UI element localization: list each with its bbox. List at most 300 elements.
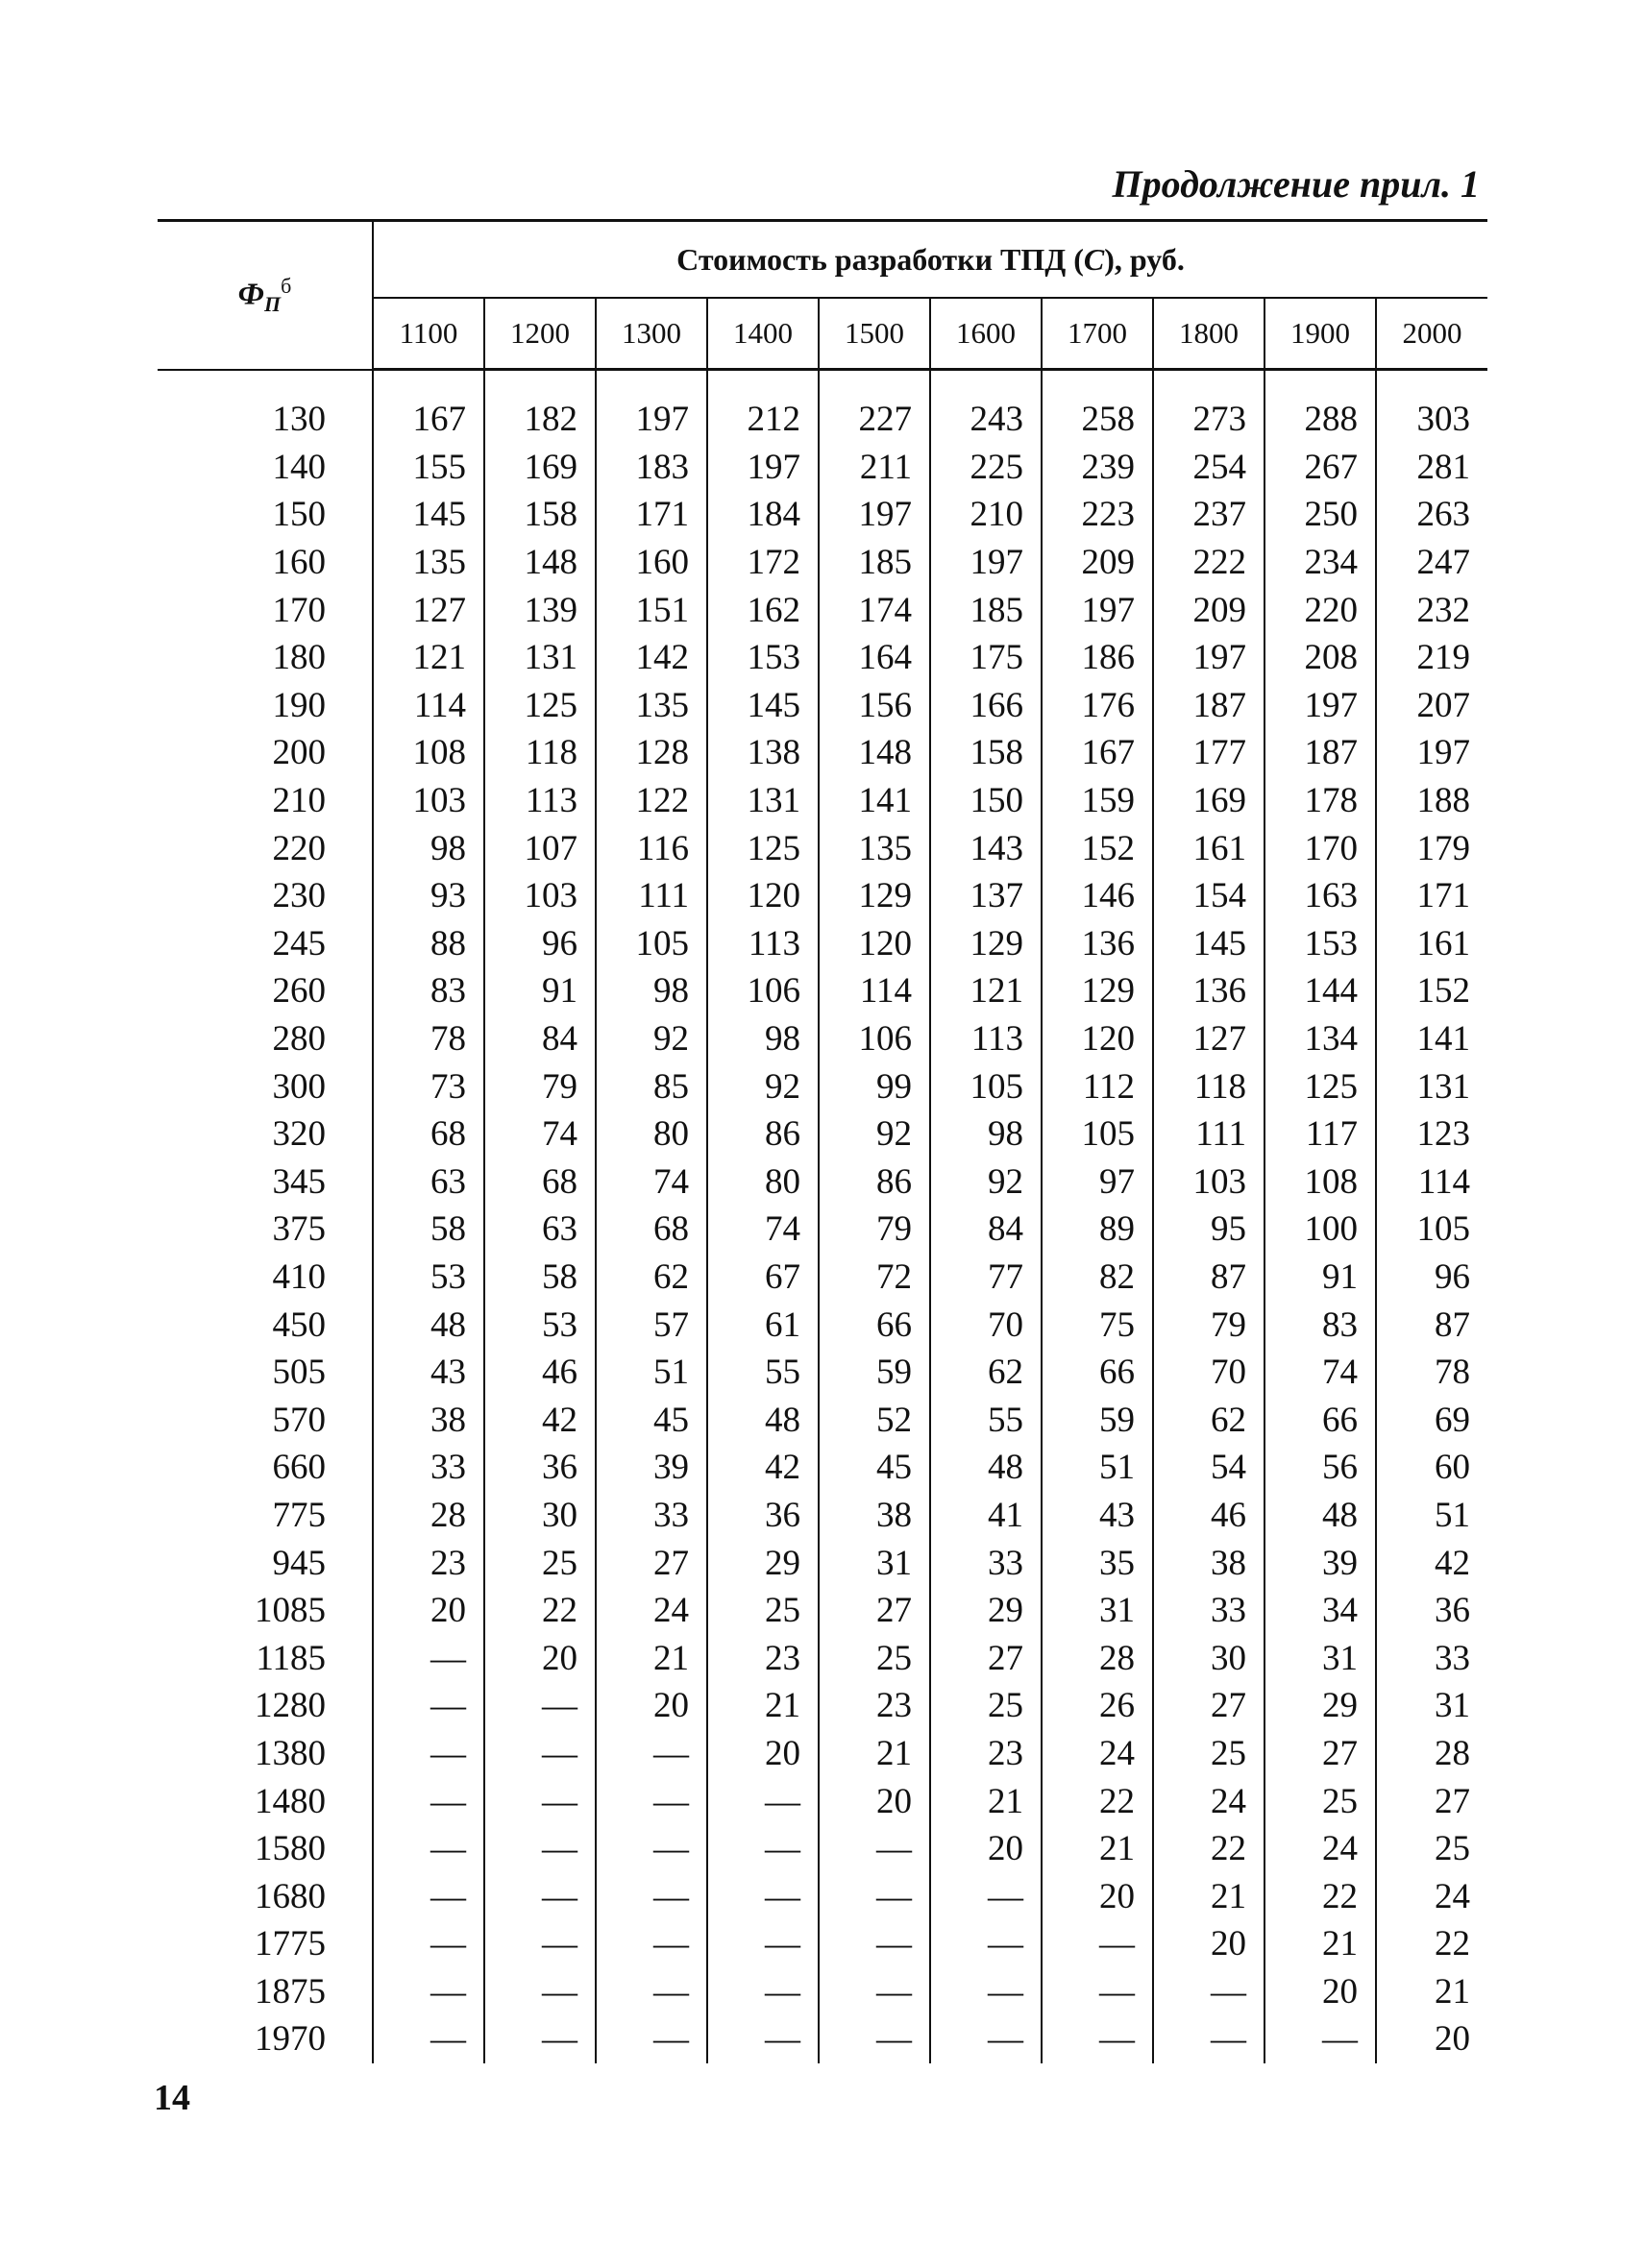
table-cell: 156 (819, 682, 930, 730)
table-cell: 145 (373, 491, 484, 539)
table-cell: 34 (1264, 1587, 1376, 1635)
table-cell: 73 (373, 1062, 484, 1110)
table-row (158, 1206, 1487, 1254)
table-cell: 33 (930, 1539, 1042, 1587)
table-cell: 61 (707, 1301, 819, 1349)
table-cell: 28 (1042, 1634, 1153, 1682)
table-cell: — (373, 1634, 484, 1682)
table-cell: 68 (596, 1206, 707, 1254)
table-cell: 106 (707, 967, 819, 1015)
table-row (158, 1396, 1487, 1444)
table-cell: 82 (1042, 1254, 1153, 1302)
table-cell: 31 (1264, 1634, 1376, 1682)
table-cell: 219 (1376, 634, 1487, 682)
table-cell: 63 (484, 1206, 596, 1254)
table-cell: — (1042, 1968, 1153, 2016)
table-row (158, 1015, 1487, 1063)
table-cell: 30 (1153, 1634, 1264, 1682)
table-cell: 25 (484, 1539, 596, 1587)
table-cell: 227 (819, 370, 930, 444)
table-cell: 208 (1264, 634, 1376, 682)
table-cell: 24 (596, 1587, 707, 1635)
table-cell: 113 (484, 777, 596, 825)
row-header-superscript: б (281, 273, 292, 298)
table-cell: — (373, 2015, 484, 2063)
table-cell: 59 (1042, 1396, 1153, 1444)
table-cell: 105 (930, 1062, 1042, 1110)
row-label: 200 (272, 733, 326, 773)
cost-title-prefix: Стоимость разработки ТПД ( (676, 241, 1084, 277)
row-label: 660 (272, 1448, 326, 1488)
table-cell: 33 (1153, 1587, 1264, 1635)
table-cell: 78 (1376, 1349, 1487, 1397)
table-cell: 117 (1264, 1110, 1376, 1158)
table-cell: 43 (1042, 1492, 1153, 1540)
table-cell: 131 (484, 634, 596, 682)
table-cell: 51 (596, 1349, 707, 1397)
row-label: 775 (272, 1495, 326, 1535)
table-cell: 27 (1376, 1777, 1487, 1825)
table-row (158, 1254, 1487, 1302)
table-cell: 225 (930, 444, 1042, 492)
table-cell: — (707, 1872, 819, 1920)
table-cell: 234 (1264, 539, 1376, 587)
table-cell: — (373, 1777, 484, 1825)
table-cell: 48 (1264, 1492, 1376, 1540)
table-cell: — (819, 1920, 930, 1968)
table-row (158, 370, 1487, 444)
table-cell: 74 (1264, 1349, 1376, 1397)
table-cell: 20 (1153, 1920, 1264, 1968)
table-cell: 66 (1042, 1349, 1153, 1397)
table-cell: 187 (1153, 682, 1264, 730)
row-label: 245 (272, 923, 326, 963)
row-label: 1480 (255, 1781, 326, 1821)
column-header: 1500 (819, 298, 930, 370)
table-cell: 27 (930, 1634, 1042, 1682)
table-cell: 96 (1376, 1254, 1487, 1302)
table-cell: 97 (1042, 1158, 1153, 1207)
table-cell: 45 (819, 1444, 930, 1492)
table-cell: 155 (373, 444, 484, 492)
table-cell: 92 (930, 1158, 1042, 1207)
table-cell: 137 (930, 872, 1042, 920)
table-cell: 51 (1376, 1492, 1487, 1540)
table-cell: 57 (596, 1301, 707, 1349)
table-cell: 220 (1264, 586, 1376, 634)
table-cell: 151 (596, 586, 707, 634)
table-cell: 31 (1376, 1682, 1487, 1730)
table-cell: 21 (819, 1730, 930, 1778)
table-cell: 114 (1376, 1158, 1487, 1207)
table-row (158, 1730, 1487, 1778)
column-header: 1900 (1264, 298, 1376, 370)
table-cell: 33 (596, 1492, 707, 1540)
table-cell: — (930, 2015, 1042, 2063)
table-cell: 100 (1264, 1206, 1376, 1254)
table-cell: 120 (819, 920, 930, 968)
table-cell: 263 (1376, 491, 1487, 539)
table-cell: 23 (819, 1682, 930, 1730)
table-cell: 209 (1042, 539, 1153, 587)
table-cell: 211 (819, 444, 930, 492)
table-cell: 197 (1042, 586, 1153, 634)
table-cell: 167 (1042, 729, 1153, 777)
table-cell: 20 (819, 1777, 930, 1825)
table-cell: 237 (1153, 491, 1264, 539)
table-cell: 21 (1153, 1872, 1264, 1920)
table-cell: 62 (1153, 1396, 1264, 1444)
table-cell: 21 (1264, 1920, 1376, 1968)
table-cell: — (373, 1920, 484, 1968)
table-cell: 42 (1376, 1539, 1487, 1587)
table-cell: 88 (373, 920, 484, 968)
table-cell: 91 (484, 967, 596, 1015)
table-cell: — (596, 2015, 707, 2063)
table-row (158, 634, 1487, 682)
table-cell: 33 (373, 1444, 484, 1492)
row-header (158, 221, 373, 370)
table-cell: 128 (596, 729, 707, 777)
table-cell: 38 (819, 1492, 930, 1540)
table-cell: 144 (1264, 967, 1376, 1015)
table-cell: 55 (707, 1349, 819, 1397)
row-label: 260 (272, 971, 326, 1012)
table-cell: 23 (930, 1730, 1042, 1778)
table-cell: 24 (1264, 1825, 1376, 1873)
table-cell: 123 (1376, 1110, 1487, 1158)
row-label: 210 (272, 781, 326, 821)
table-cell: — (819, 1968, 930, 2016)
table-row (158, 1968, 1487, 2016)
table-cell: 27 (1153, 1682, 1264, 1730)
row-label: 230 (272, 876, 326, 916)
table-cell: — (596, 1777, 707, 1825)
table-cell: 38 (1153, 1539, 1264, 1587)
table-cell: — (596, 1730, 707, 1778)
table-cell: 154 (1153, 872, 1264, 920)
table-cell: 62 (930, 1349, 1042, 1397)
table-cell: 20 (1376, 2015, 1487, 2063)
table-cell: 258 (1042, 370, 1153, 444)
table-cell: 143 (930, 824, 1042, 872)
table-cell: 267 (1264, 444, 1376, 492)
table-cell: 141 (819, 777, 930, 825)
table-row (158, 1158, 1487, 1207)
table-cell: 125 (1264, 1062, 1376, 1110)
table-cell: 281 (1376, 444, 1487, 492)
row-label: 1185 (256, 1638, 326, 1678)
table-cell: 21 (1042, 1825, 1153, 1873)
table-cell: 159 (1042, 777, 1153, 825)
continuation-note: Продолжение прил. 1 (1112, 162, 1480, 206)
table-cell: 125 (707, 824, 819, 872)
table-cell: 187 (1264, 729, 1376, 777)
table-cell: 114 (373, 682, 484, 730)
table-cell: 107 (484, 824, 596, 872)
table-cell: 31 (819, 1539, 930, 1587)
table-cell: — (373, 1730, 484, 1778)
table-cell: 56 (1264, 1444, 1376, 1492)
table-cell: 105 (596, 920, 707, 968)
table-row (158, 729, 1487, 777)
table-cell: — (1042, 1920, 1153, 1968)
table-cell: 22 (1264, 1872, 1376, 1920)
table-cell: 86 (707, 1110, 819, 1158)
table-cell: 39 (1264, 1539, 1376, 1587)
table-cell: 105 (1042, 1110, 1153, 1158)
table-cell: 42 (707, 1444, 819, 1492)
table-cell: 183 (596, 444, 707, 492)
table-cell: 20 (484, 1634, 596, 1682)
table-cell: 222 (1153, 539, 1264, 587)
table-cell: 23 (707, 1634, 819, 1682)
table-cell: 166 (930, 682, 1042, 730)
table-cell: — (484, 1920, 596, 1968)
table-cell: — (1153, 2015, 1264, 2063)
row-label: 1875 (255, 1971, 326, 2012)
table-cell: 103 (484, 872, 596, 920)
table-cell: 21 (596, 1634, 707, 1682)
table-cell: 62 (596, 1254, 707, 1302)
table-cell: 239 (1042, 444, 1153, 492)
table-row (158, 1539, 1487, 1587)
column-header: 1300 (596, 298, 707, 370)
table-cell: 153 (707, 634, 819, 682)
table-cell: 141 (1376, 1015, 1487, 1063)
table-cell: 127 (373, 586, 484, 634)
table-cell: 150 (930, 777, 1042, 825)
table-body (158, 370, 1487, 2063)
table-cell: — (484, 1872, 596, 1920)
table-cell: 22 (1042, 1777, 1153, 1825)
table-cell: 21 (707, 1682, 819, 1730)
table-cell: 139 (484, 586, 596, 634)
table-cell: 162 (707, 586, 819, 634)
table-cell: 25 (1153, 1730, 1264, 1778)
table-row (158, 1825, 1487, 1873)
table-cell: 91 (1264, 1254, 1376, 1302)
table-cell: 79 (819, 1206, 930, 1254)
table-cell: 66 (1264, 1396, 1376, 1444)
table-cell: 22 (1153, 1825, 1264, 1873)
table-row (158, 824, 1487, 872)
table-cell: 63 (373, 1158, 484, 1207)
table-cell: 59 (819, 1349, 930, 1397)
table-cell: 75 (1042, 1301, 1153, 1349)
table-cell: — (596, 1920, 707, 1968)
table-cell: — (373, 1968, 484, 2016)
table-cell: 152 (1376, 967, 1487, 1015)
table-cell: — (596, 1825, 707, 1873)
table-cell: 103 (1153, 1158, 1264, 1207)
table-cell: 98 (373, 824, 484, 872)
table-cell: — (819, 1825, 930, 1873)
table-cell: 20 (707, 1730, 819, 1778)
table-cell: 161 (1376, 920, 1487, 968)
table-cell: 74 (596, 1158, 707, 1207)
table-cell: 212 (707, 370, 819, 444)
table-row (158, 682, 1487, 730)
table-cell: 103 (373, 777, 484, 825)
row-label: 1680 (255, 1876, 326, 1916)
table-cell: 20 (930, 1825, 1042, 1873)
table-cell: 67 (707, 1254, 819, 1302)
table-cell: 161 (1153, 824, 1264, 872)
table-cell: 98 (596, 967, 707, 1015)
table-cell: 223 (1042, 491, 1153, 539)
table-cell: 121 (930, 967, 1042, 1015)
table-cell: 21 (930, 1777, 1042, 1825)
table-cell: 46 (484, 1349, 596, 1397)
table-cell: 83 (373, 967, 484, 1015)
cost-title (373, 221, 1487, 299)
row-label: 300 (272, 1066, 326, 1107)
table-cell: 160 (596, 539, 707, 587)
table-cell: 99 (819, 1062, 930, 1110)
row-label: 160 (272, 543, 326, 583)
table-cell: 92 (596, 1015, 707, 1063)
table-cell: 153 (1264, 920, 1376, 968)
table-row (158, 2015, 1487, 2063)
row-label: 505 (272, 1353, 326, 1393)
table-cell: — (819, 1872, 930, 1920)
table-cell: — (707, 1777, 819, 1825)
table-cell: 95 (1153, 1206, 1264, 1254)
table-cell: 74 (707, 1206, 819, 1254)
table-cell: — (484, 1968, 596, 2016)
table-cell: — (484, 1730, 596, 1778)
table-cell: 72 (819, 1254, 930, 1302)
table-cell: 169 (484, 444, 596, 492)
table-cell: 52 (819, 1396, 930, 1444)
table-cell: 247 (1376, 539, 1487, 587)
table-cell: 142 (596, 634, 707, 682)
table-cell: 30 (484, 1492, 596, 1540)
table-cell: — (484, 2015, 596, 2063)
row-label: 1970 (255, 2019, 326, 2060)
table-row (158, 1301, 1487, 1349)
table-cell: 39 (596, 1444, 707, 1492)
table-cell: 26 (1042, 1682, 1153, 1730)
table-cell: 89 (1042, 1206, 1153, 1254)
table-cell: 41 (930, 1492, 1042, 1540)
table-cell: 66 (819, 1301, 930, 1349)
table-row (158, 920, 1487, 968)
table-cell: 85 (596, 1062, 707, 1110)
table-cell: 120 (707, 872, 819, 920)
table-cell: 186 (1042, 634, 1153, 682)
table-cell: 74 (484, 1110, 596, 1158)
table-row (158, 1777, 1487, 1825)
table-cell: 116 (596, 824, 707, 872)
table-cell: 27 (1264, 1730, 1376, 1778)
table-cell: 121 (373, 634, 484, 682)
table-cell: 243 (930, 370, 1042, 444)
table-row (158, 1587, 1487, 1635)
table-cell: — (1042, 2015, 1153, 2063)
table-cell: 87 (1153, 1254, 1264, 1302)
table-cell: 135 (596, 682, 707, 730)
table-cell: 24 (1376, 1872, 1487, 1920)
table-cell: 188 (1376, 777, 1487, 825)
table-cell: 31 (1042, 1587, 1153, 1635)
table-cell: 136 (1153, 967, 1264, 1015)
table-row (158, 1492, 1487, 1540)
table-cell: 77 (930, 1254, 1042, 1302)
row-label: 190 (272, 685, 326, 725)
row-label: 130 (272, 400, 326, 440)
table-row (158, 444, 1487, 492)
column-header: 1700 (1042, 298, 1153, 370)
table-cell: 174 (819, 586, 930, 634)
table-cell: 70 (930, 1301, 1042, 1349)
row-label: 450 (272, 1305, 326, 1345)
table-cell: 120 (1042, 1015, 1153, 1063)
table-cell: — (707, 2015, 819, 2063)
table-cell: 146 (1042, 872, 1153, 920)
column-header: 1600 (930, 298, 1042, 370)
row-label: 375 (272, 1209, 326, 1250)
table-row (158, 872, 1487, 920)
table-cell: 122 (596, 777, 707, 825)
table-cell: 33 (1376, 1634, 1487, 1682)
table-cell: 87 (1376, 1301, 1487, 1349)
table-cell: 58 (484, 1254, 596, 1302)
column-header: 1200 (484, 298, 596, 370)
table-cell: 84 (484, 1015, 596, 1063)
table-cell: — (596, 1872, 707, 1920)
table-cell: 29 (707, 1539, 819, 1587)
table-cell: 80 (707, 1158, 819, 1207)
table-cell: 105 (1376, 1206, 1487, 1254)
table-cell: 113 (930, 1015, 1042, 1063)
table-cell: 35 (1042, 1539, 1153, 1587)
table-cell: 254 (1153, 444, 1264, 492)
table-cell: 70 (1153, 1349, 1264, 1397)
table-cell: 68 (484, 1158, 596, 1207)
table-cell: 288 (1264, 370, 1376, 444)
row-label: 945 (272, 1543, 326, 1583)
table-cell: 83 (1264, 1301, 1376, 1349)
table-cell: 80 (596, 1110, 707, 1158)
column-header: 1100 (373, 298, 484, 370)
table-cell: 131 (707, 777, 819, 825)
table-cell: — (707, 1968, 819, 2016)
table-cell: 29 (930, 1587, 1042, 1635)
table-cell: — (707, 1825, 819, 1873)
table-cell: 250 (1264, 491, 1376, 539)
table-cell: — (819, 2015, 930, 2063)
table-cell: 54 (1153, 1444, 1264, 1492)
table-cell: 177 (1153, 729, 1264, 777)
table-cell: 185 (930, 586, 1042, 634)
row-label: 410 (272, 1256, 326, 1297)
table-cell: 98 (707, 1015, 819, 1063)
table-cell: 29 (1264, 1682, 1376, 1730)
table-cell: 164 (819, 634, 930, 682)
table-cell: — (1264, 2015, 1376, 2063)
table-cell: — (373, 1825, 484, 1873)
table-cell: 36 (707, 1492, 819, 1540)
table-cell: 96 (484, 920, 596, 968)
table-cell: 210 (930, 491, 1042, 539)
table-cell: 118 (484, 729, 596, 777)
table-cell: 197 (1153, 634, 1264, 682)
table-row (158, 1682, 1487, 1730)
table-cell: 114 (819, 967, 930, 1015)
table-cell: 197 (1264, 682, 1376, 730)
